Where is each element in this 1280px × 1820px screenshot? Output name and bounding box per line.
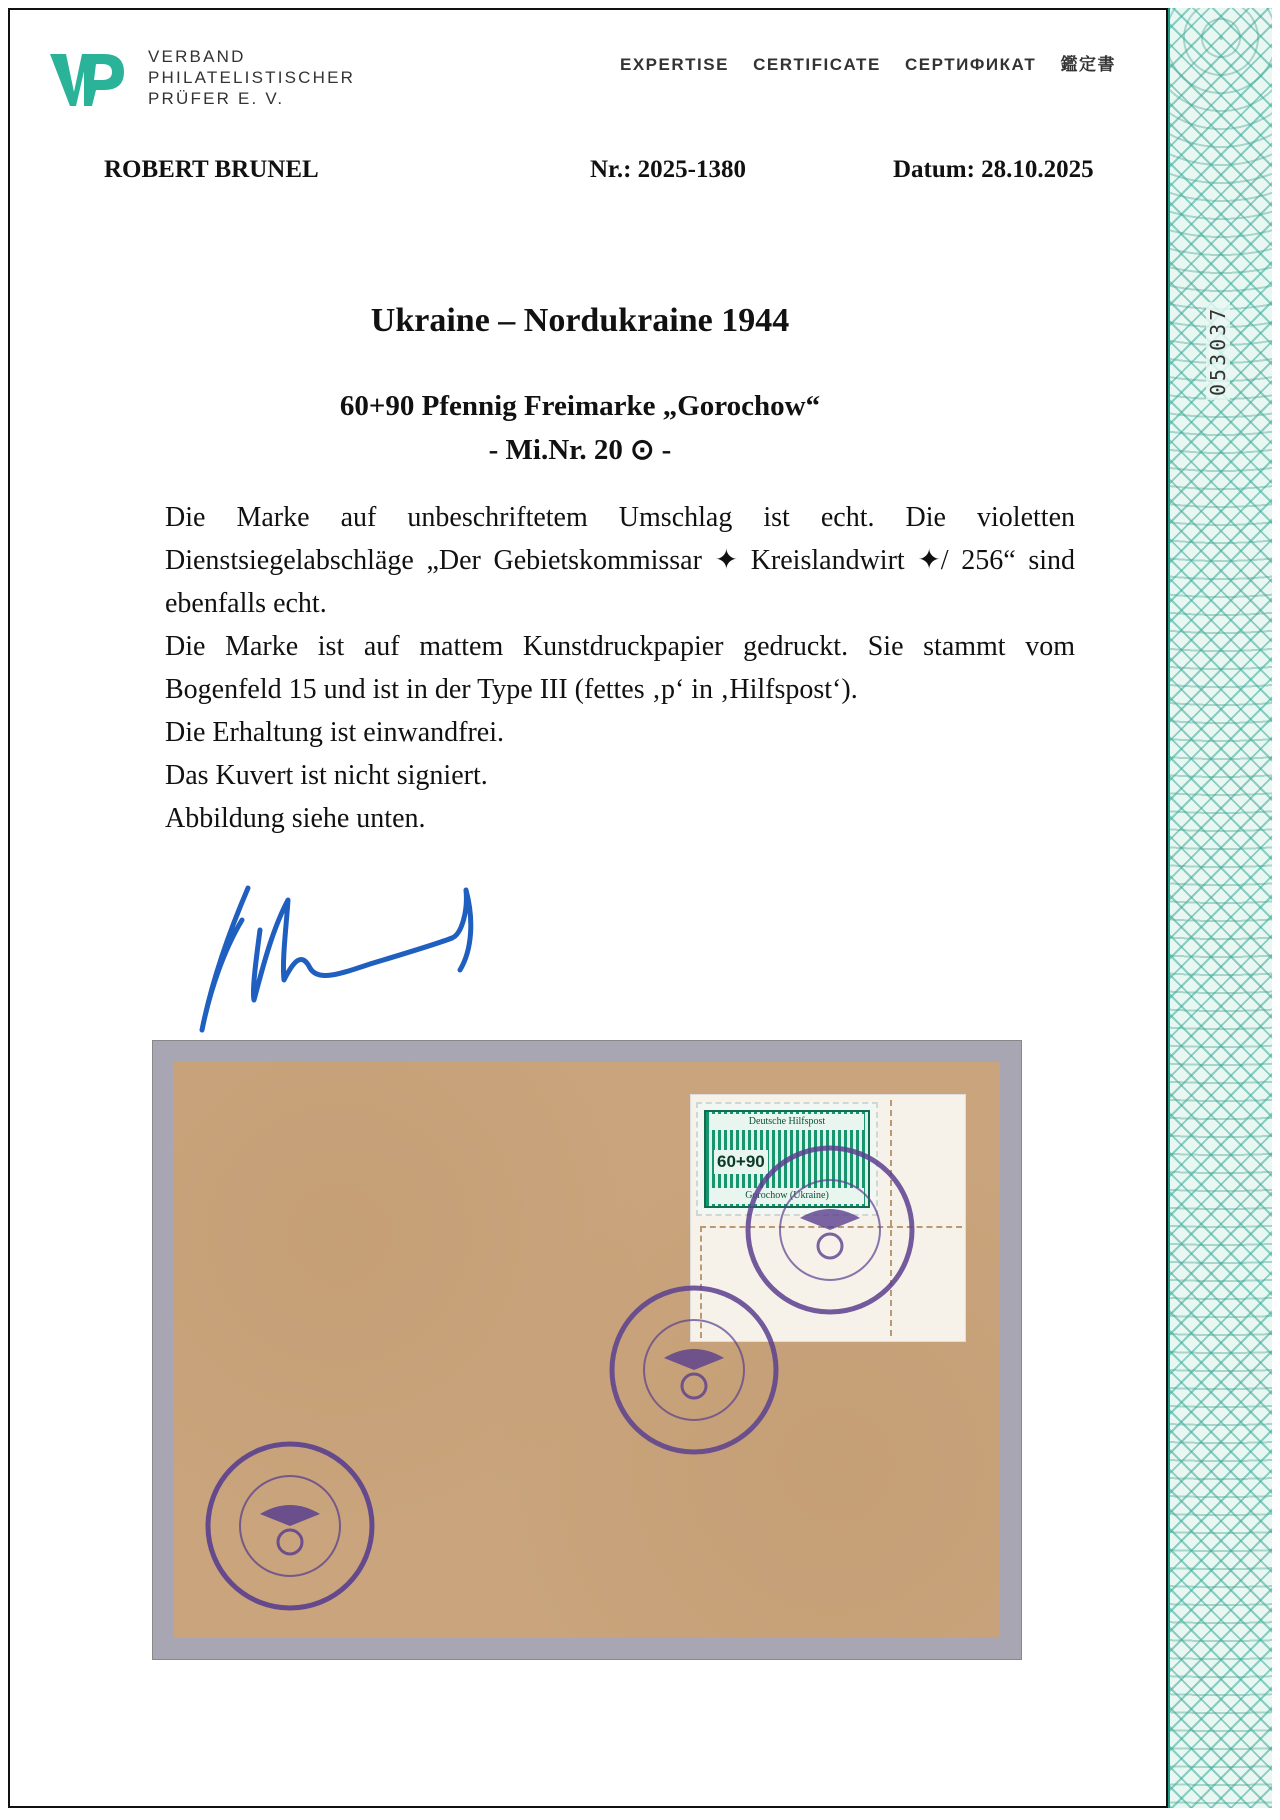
certificate-body <box>165 496 1075 840</box>
stamp-heading: 60+90 Pfennig Freimarke „Gorochow“ <box>339 390 821 422</box>
label-certificate: CERTIFICATE <box>753 55 881 74</box>
country-heading: Ukraine – Nordukraine 1944 <box>370 302 790 339</box>
association-line-3: PRÜFER E. V. <box>148 89 285 108</box>
association-line-2: PHILATELISTISCHER <box>148 68 356 87</box>
security-guilloche-strip <box>1168 8 1272 1808</box>
examiner-signature <box>190 880 550 1040</box>
certificate-type-labels <box>620 50 1134 75</box>
paragraph-signature-note: Das Kuvert ist nicht signiert. <box>165 760 488 791</box>
vp-logo-icon <box>48 50 128 110</box>
paragraph-illustration: Abbildung siehe unten. <box>165 803 426 834</box>
paragraph-paper: Die Marke ist auf mattem Kunstdruckpapier gedruckt. Sie stammt vom Bogenfeld 15 und ist in der Type III (fettes ‚p‘ in ‚Hilfspost‘). <box>165 631 1075 705</box>
label-sertifikat: СЕРТИФИКАТ <box>905 55 1037 74</box>
label-expertise: EXPERTISE <box>620 55 729 74</box>
paragraph-authenticity: Die Marke auf unbeschriftetem Umschlag ist echt. Die violetten Dienstsiegelabschläge „Der Gebietskommissar ✦ Kreislandwirt ✦/ 256“ sind ebenfalls echt. <box>165 502 1075 619</box>
official-seal-2 <box>604 1280 784 1460</box>
certificate-date: Datum: 28.10.2025 <box>893 156 1094 183</box>
stamp-top-text: Deutsche Hilfspost <box>710 1114 864 1130</box>
stamp-value: 60+90 <box>714 1150 768 1174</box>
catalog-number: - Mi.Nr. 20 ⊙ - <box>488 434 672 466</box>
official-seal-3 <box>200 1436 380 1616</box>
paragraph-condition: Die Erhaltung ist einwandfrei. <box>165 717 505 748</box>
certificate-number: Nr.: 2025-1380 <box>590 156 747 183</box>
association-line-1: VERBAND <box>148 47 246 66</box>
association-name <box>148 46 355 109</box>
examiner-name: ROBERT BRUNEL <box>104 156 319 183</box>
label-kanteisho: 鑑定書 <box>1060 55 1117 74</box>
serial-number: 053037 <box>1206 302 1230 400</box>
stamp-bottom-text: Gorochow (Ukraine) <box>710 1188 864 1204</box>
